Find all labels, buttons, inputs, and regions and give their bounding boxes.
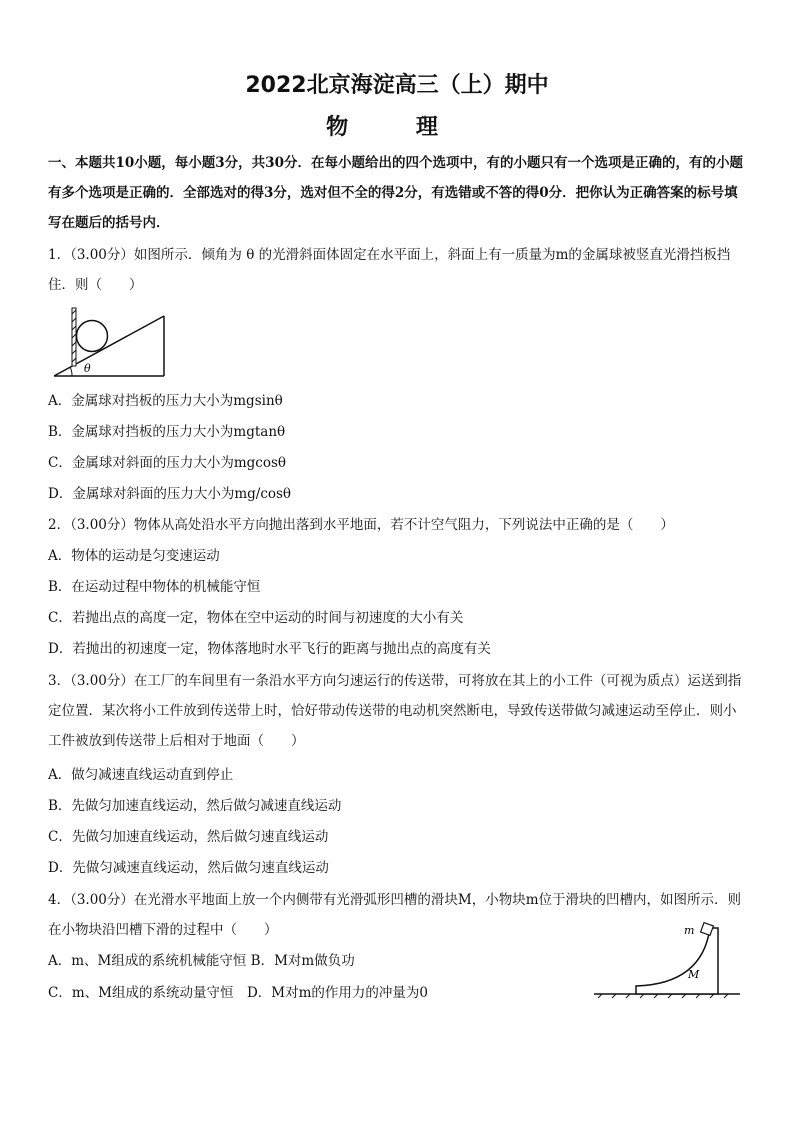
curved-slot-block-figure: [592, 916, 742, 1000]
q2-option-b: B．在运动过程中物体的机械能守恒: [48, 579, 261, 595]
label-M: M: [688, 968, 700, 981]
q2-option-a: A．物体的运动是匀变速运动: [48, 548, 220, 564]
angle-arc: [70, 367, 72, 376]
theta-label: θ: [84, 362, 91, 375]
q1-option-b: B．金属球对挡板的压力大小为mgtanθ: [48, 424, 286, 440]
q2-option-d: D．若抛出的初速度一定，物体落地时水平飞行的距离与抛出点的高度有关: [48, 641, 491, 657]
question-3-stem: 3．（3.00分）在工厂的车间里有一条沿水平方向匀速运行的传送带，可将放在其上的小工件（可视为质点）运送到指定位置．某次将小工件放到传送带上时，恰好带动传送带的电动机突然断电，导致传送带做匀减速运动至停止．则小工件被放到传送带上后相对于地面（ ）: [48, 673, 742, 749]
exam-title: 2022北京海淀高三（上）期中: [245, 73, 549, 98]
q3-option-a: A．做匀减速直线运动直到停止: [48, 767, 234, 783]
label-m: m: [684, 924, 695, 937]
section-instructions: 一、本题共10小题，每小题3分，共30分．在每小题给出的四个选项中，有的小题只有一个选项是正确的，有的小题有多个选项是正确的．全部选对的得3分，选对但不全的得2分，有选错或不答的得0分．把你认为正确答案的标号填写在题后的括号内．: [48, 155, 743, 231]
q1-option-d: D．金属球对斜面的压力大小为mg/cosθ: [48, 486, 292, 502]
q2-option-c: C．若抛出点的高度一定，物体在空中运动的时间与初速度的大小有关: [48, 610, 464, 626]
q3-option-d: D．先做匀减速直线运动，然后做匀速直线运动: [48, 860, 329, 876]
metal-ball: [77, 321, 108, 352]
subject-title: 物 理: [326, 115, 468, 140]
inclined-plane-ball-figure: [52, 306, 168, 384]
q3-option-b: B．先做匀加速直线运动，然后做匀减速直线运动: [48, 798, 342, 814]
q4-options-cd: C．m、M组成的系统动量守恒 D．M对m的作用力的冲量为0: [48, 985, 428, 1001]
q3-option-c: C．先做匀加速直线运动，然后做匀速直线运动: [48, 829, 329, 845]
q1-option-c: C．金属球对斜面的压力大小为mgcosθ: [48, 455, 287, 471]
q4-options-ab: A．m、M组成的系统机械能守恒 B．M对m做负功: [48, 953, 355, 969]
question-1-stem: 1．（3.00分）如图所示．倾角为 θ 的光滑斜面体固定在水平面上，斜面上有一质量为m的金属球被竖直光滑挡板挡住．则（ ）: [48, 247, 731, 293]
slot-block-M: [636, 928, 718, 994]
question-2-stem: 2．（3.00分）物体从高处沿水平方向抛出落到水平地面，若不计空气阻力，下列说法中正确的是（ ）: [48, 517, 674, 533]
q1-option-a: A．金属球对挡板的压力大小为mgsinθ: [48, 393, 283, 409]
question-4-stem: 4．（3.00分）在光滑水平地面上放一个内侧带有光滑弧形凹槽的滑块M，小物块m位于滑块的凹槽内，如图所示．则在小物块沿凹槽下滑的过程中（ ）: [48, 892, 742, 938]
